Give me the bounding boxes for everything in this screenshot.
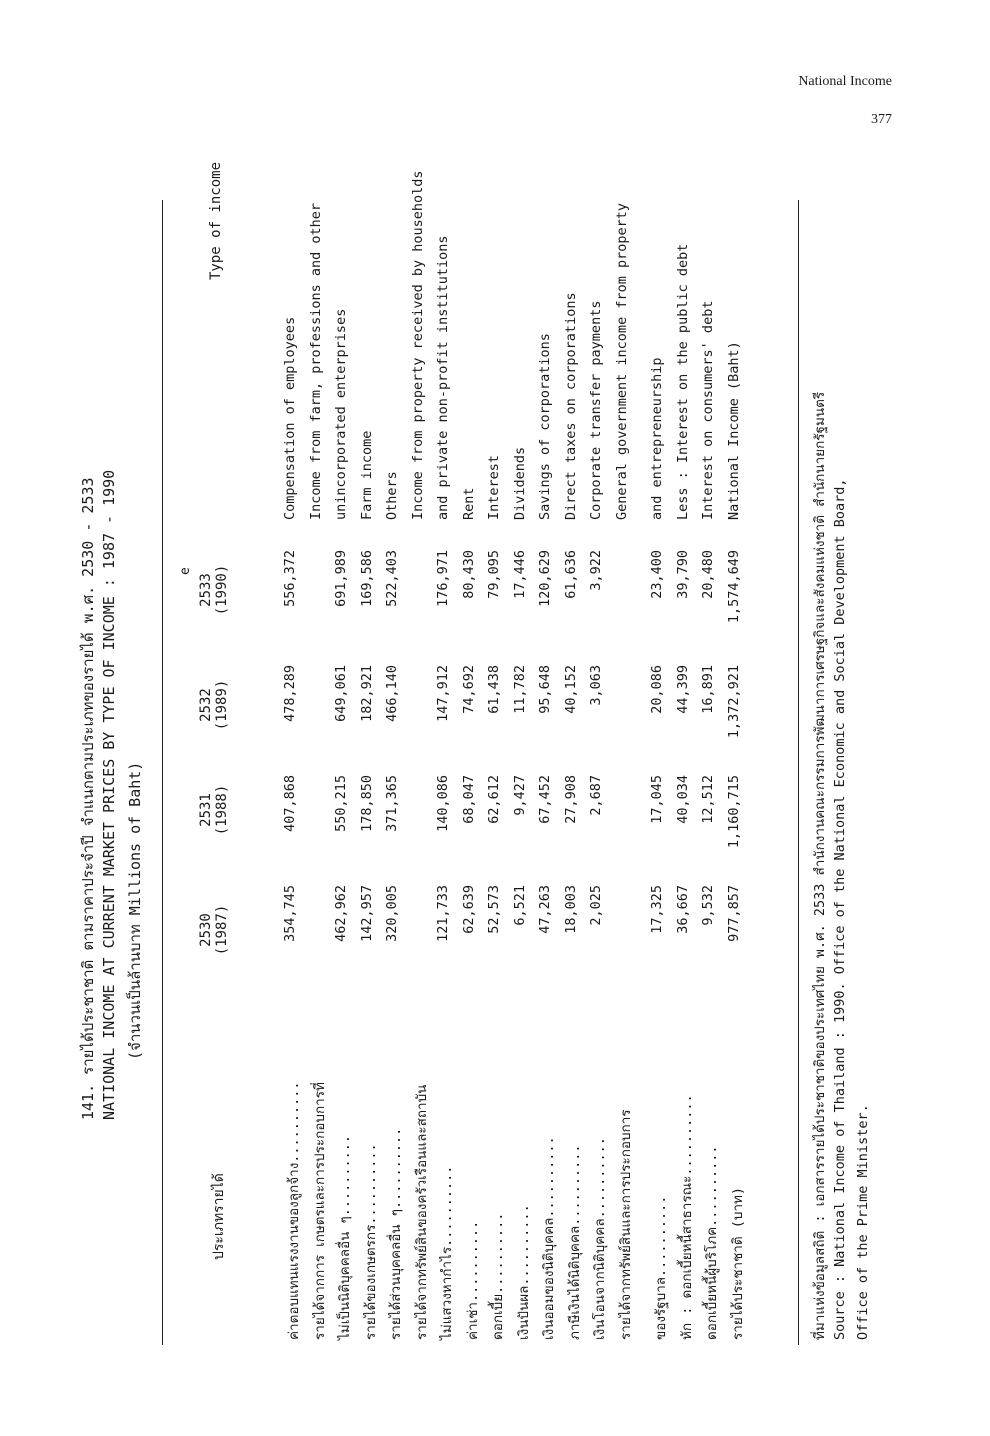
table-title-thai: 141. รายได้ประชาชาติ ตามราคาประจำปี จำแนกตามประเภทของรายได้ พ.ศ. 2530 - 2533 [79, 477, 97, 1120]
value-1990-cell: 1,574,649 [725, 550, 742, 624]
value-1989-cell: 3,063 [588, 665, 604, 706]
value-1990-cell: 79,095 [486, 550, 502, 599]
english-type-cell: Interest [486, 454, 502, 520]
table-row [512, 140, 536, 1400]
value-1988-cell: 550,215 [333, 775, 349, 832]
value-1988-cell: 17,045 [649, 775, 665, 824]
value-1987-cell: 52,573 [486, 885, 502, 934]
english-type-cell: Dividends [511, 446, 528, 520]
value-1989-cell: 182,921 [358, 665, 375, 722]
value-1988-cell: 1,160,715 [725, 775, 742, 849]
value-1989-cell: 95,648 [537, 665, 553, 714]
value-1989-cell: 478,289 [282, 665, 298, 722]
value-1989-cell: 466,140 [384, 665, 400, 722]
value-1987-cell: 17,325 [649, 885, 665, 934]
value-1987-cell: 2,025 [588, 885, 604, 926]
value-1990-cell: 176,971 [435, 550, 451, 607]
english-type-cell: National Income (Baht) [725, 341, 742, 520]
value-1988-cell: 140,086 [435, 775, 451, 832]
table-row [486, 140, 510, 1400]
year-ad: (1990) [214, 564, 230, 616]
thai-type-cell: ของรัฐบาล.......... [653, 1195, 669, 1340]
value-1990-cell: 691,989 [333, 550, 349, 607]
rotated-table-page [60, 140, 880, 1400]
value-1988-cell: 2,687 [588, 775, 604, 816]
thai-type-cell: ภาษีเงินได้นิติบุคคล.......... [566, 1144, 583, 1340]
value-1987-cell: 18,003 [562, 885, 579, 934]
table-row [726, 140, 750, 1400]
value-1990-cell: 80,430 [460, 550, 477, 599]
thai-type-cell: หัก : ดอกเบี้ยหนี้สาธารณะ.......... [678, 1094, 695, 1340]
english-type-cell: and private non-profit institutions [435, 235, 451, 520]
english-type-cell: Rent [460, 487, 477, 520]
year-be: 2532 [198, 688, 214, 722]
column-header-1990 [198, 550, 230, 630]
value-1989-cell: 1,372,921 [725, 665, 742, 739]
value-1987-cell: 6,521 [511, 885, 528, 926]
footnote-source-line1: Source : National Income of Thailand : 1990. Office of the National Economic and Social Development Board, [832, 478, 848, 1340]
value-1990-cell: 23,400 [649, 550, 665, 599]
thai-type-cell: รายได้จากทรัพย์สินและการประกอบการ [617, 1109, 634, 1340]
column-header-1989 [198, 665, 230, 745]
thai-type-cell: ค่าเช่า.......... [464, 1220, 481, 1340]
value-1989-cell: 20,086 [649, 665, 665, 714]
thai-type-cell: รายได้จากการ เกษตรและการประกอบการที่ [311, 1082, 328, 1340]
value-1988-cell: 67,452 [537, 775, 553, 824]
top-rule [162, 200, 163, 1345]
page-number: 377 [871, 112, 892, 127]
thai-type-cell: เงินออมของนิติบุคคล.......... [541, 1136, 557, 1340]
value-1988-cell: 12,512 [700, 775, 716, 824]
table-row [563, 140, 587, 1400]
value-1988-cell: 371,365 [384, 775, 400, 832]
column-header-1988 [198, 770, 230, 850]
table-row [649, 140, 673, 1400]
thai-type-cell: รายได้ประชาชาติ (บาท) [729, 1186, 746, 1340]
value-1990-cell: 522,403 [384, 550, 400, 607]
table-row [588, 140, 612, 1400]
table-row [537, 140, 561, 1400]
thai-type-cell: รายได้ของเกษตรกร.......... [362, 1143, 379, 1340]
english-type-cell: Farm income [358, 430, 375, 520]
value-1990-cell: 20,480 [700, 550, 716, 599]
thai-type-cell: ไม่แสวงหากำไร.......... [439, 1165, 455, 1340]
thai-type-cell: ไม่เป็นนิติบุคคลอื่น ๆ.......... [337, 1135, 353, 1340]
english-type-cell: General government income from property [613, 203, 630, 520]
value-1988-cell: 178,850 [358, 775, 375, 832]
value-1987-cell: 320,005 [384, 885, 400, 942]
footnote-thai: ที่มาแห่งข้อมูลสถิติ : เอกสารรายได้ประชาชาติของประเทศไทย พ.ศ. 2533 สำนักงานคณะกรรมการพัฒนาการเศรษฐกิจและสังคมแห่งชาติ สำนักนายกรัฐมนตรี [812, 391, 828, 1340]
value-1987-cell: 977,857 [725, 885, 742, 942]
table-row [700, 140, 724, 1400]
english-type-cell: Savings of corporations [537, 333, 553, 520]
value-1988-cell: 9,427 [511, 775, 528, 816]
table-row [614, 140, 638, 1400]
value-1987-cell: 121,733 [435, 885, 451, 942]
table-row [359, 140, 383, 1400]
value-1988-cell: 27,908 [562, 775, 579, 824]
value-1987-cell: 47,263 [537, 885, 553, 934]
english-type-cell: Interest on consumers' debt [700, 300, 716, 520]
table-row [384, 140, 408, 1400]
value-1988-cell: 68,047 [460, 775, 477, 824]
value-1989-cell: 147,912 [435, 665, 451, 722]
thai-type-cell: รายได้ส่วนบุคคลอื่น ๆ.......... [388, 1127, 404, 1340]
thai-type-cell: ค่าตอบแทนแรงงานของลูกจ้าง.......... [286, 1081, 302, 1340]
column-header-thai-type: ประเภทรายได้ [211, 1173, 227, 1260]
value-1990-cell: 169,586 [358, 550, 375, 607]
table-row [333, 140, 357, 1400]
year-be: 2533 [198, 573, 214, 607]
thai-type-cell: ดอกเบี้ย.......... [490, 1212, 506, 1340]
english-type-cell: Compensation of employees [282, 316, 298, 520]
running-header: National Income [798, 74, 892, 89]
table-row [461, 140, 485, 1400]
thai-type-cell: ดอกเบี้ยหนี้ผู้บริโภค.......... [704, 1145, 720, 1340]
table-unit: (จำนวนเป็นล้านบาท Millions of Baht) [126, 761, 144, 1060]
table-title-english: NATIONAL INCOME AT CURRENT MARKET PRICES BY TYPE OF INCOME : 1987 - 1990 [100, 469, 118, 1120]
value-1989-cell: 74,692 [460, 665, 477, 714]
column-header-english-type: Type of income [208, 161, 224, 280]
table-row [410, 140, 434, 1400]
english-type-cell: Corporate transfer payments [588, 300, 604, 520]
year-ad: (1988) [214, 784, 230, 836]
thai-type-cell: เงินปันผล.......... [515, 1204, 532, 1340]
table-row [675, 140, 699, 1400]
year-ad: (1989) [214, 679, 230, 731]
value-1990-cell: 556,372 [282, 550, 298, 607]
value-1989-cell: 649,061 [333, 665, 349, 722]
table-row [282, 140, 306, 1400]
english-type-cell: Income from farm, professions and other [307, 203, 324, 520]
english-type-cell: Income from property received by households [409, 170, 426, 520]
thai-type-cell: เงินโอนจากนิติบุคคล.......... [592, 1137, 608, 1340]
value-1987-cell: 462,962 [333, 885, 349, 942]
english-type-cell: Others [384, 471, 400, 520]
value-1989-cell: 11,782 [511, 665, 528, 714]
year-ad: (1987) [214, 904, 230, 956]
value-1990-cell: 120,629 [537, 550, 553, 607]
value-1990-cell: 39,790 [674, 550, 691, 599]
footnote-source-line2: Office of the Prime Minister. [855, 1104, 871, 1340]
value-1987-cell: 36,667 [674, 885, 691, 934]
value-1988-cell: 40,034 [674, 775, 691, 824]
year-be: 2531 [198, 793, 214, 827]
year-be: 2530 [198, 913, 214, 947]
estimate-mark: e [178, 567, 193, 575]
table-row [308, 140, 332, 1400]
bottom-rule [798, 200, 799, 1345]
value-1990-cell: 17,446 [511, 550, 528, 599]
value-1987-cell: 62,639 [460, 885, 477, 934]
value-1989-cell: 61,438 [486, 665, 502, 714]
value-1990-cell: 61,636 [562, 550, 579, 599]
english-type-cell: Less : Interest on the public debt [674, 243, 691, 520]
english-type-cell: Direct taxes on corporations [562, 292, 579, 520]
value-1988-cell: 62,612 [486, 775, 502, 824]
table-row [435, 140, 459, 1400]
value-1989-cell: 44,399 [674, 665, 691, 714]
value-1987-cell: 354,745 [282, 885, 298, 942]
value-1989-cell: 16,891 [700, 665, 716, 714]
english-type-cell: unincorporated enterprises [333, 308, 349, 520]
english-type-cell: and entrepreneurship [649, 357, 665, 520]
value-1987-cell: 142,957 [358, 885, 375, 942]
column-header-1987 [198, 890, 230, 970]
thai-type-cell: รายได้จากทรัพย์สินของครัวเรือนและสถาบัน [413, 1084, 430, 1340]
value-1989-cell: 40,152 [562, 665, 579, 714]
value-1987-cell: 9,532 [700, 885, 716, 926]
value-1990-cell: 3,922 [588, 550, 604, 591]
value-1988-cell: 407,868 [282, 775, 298, 832]
